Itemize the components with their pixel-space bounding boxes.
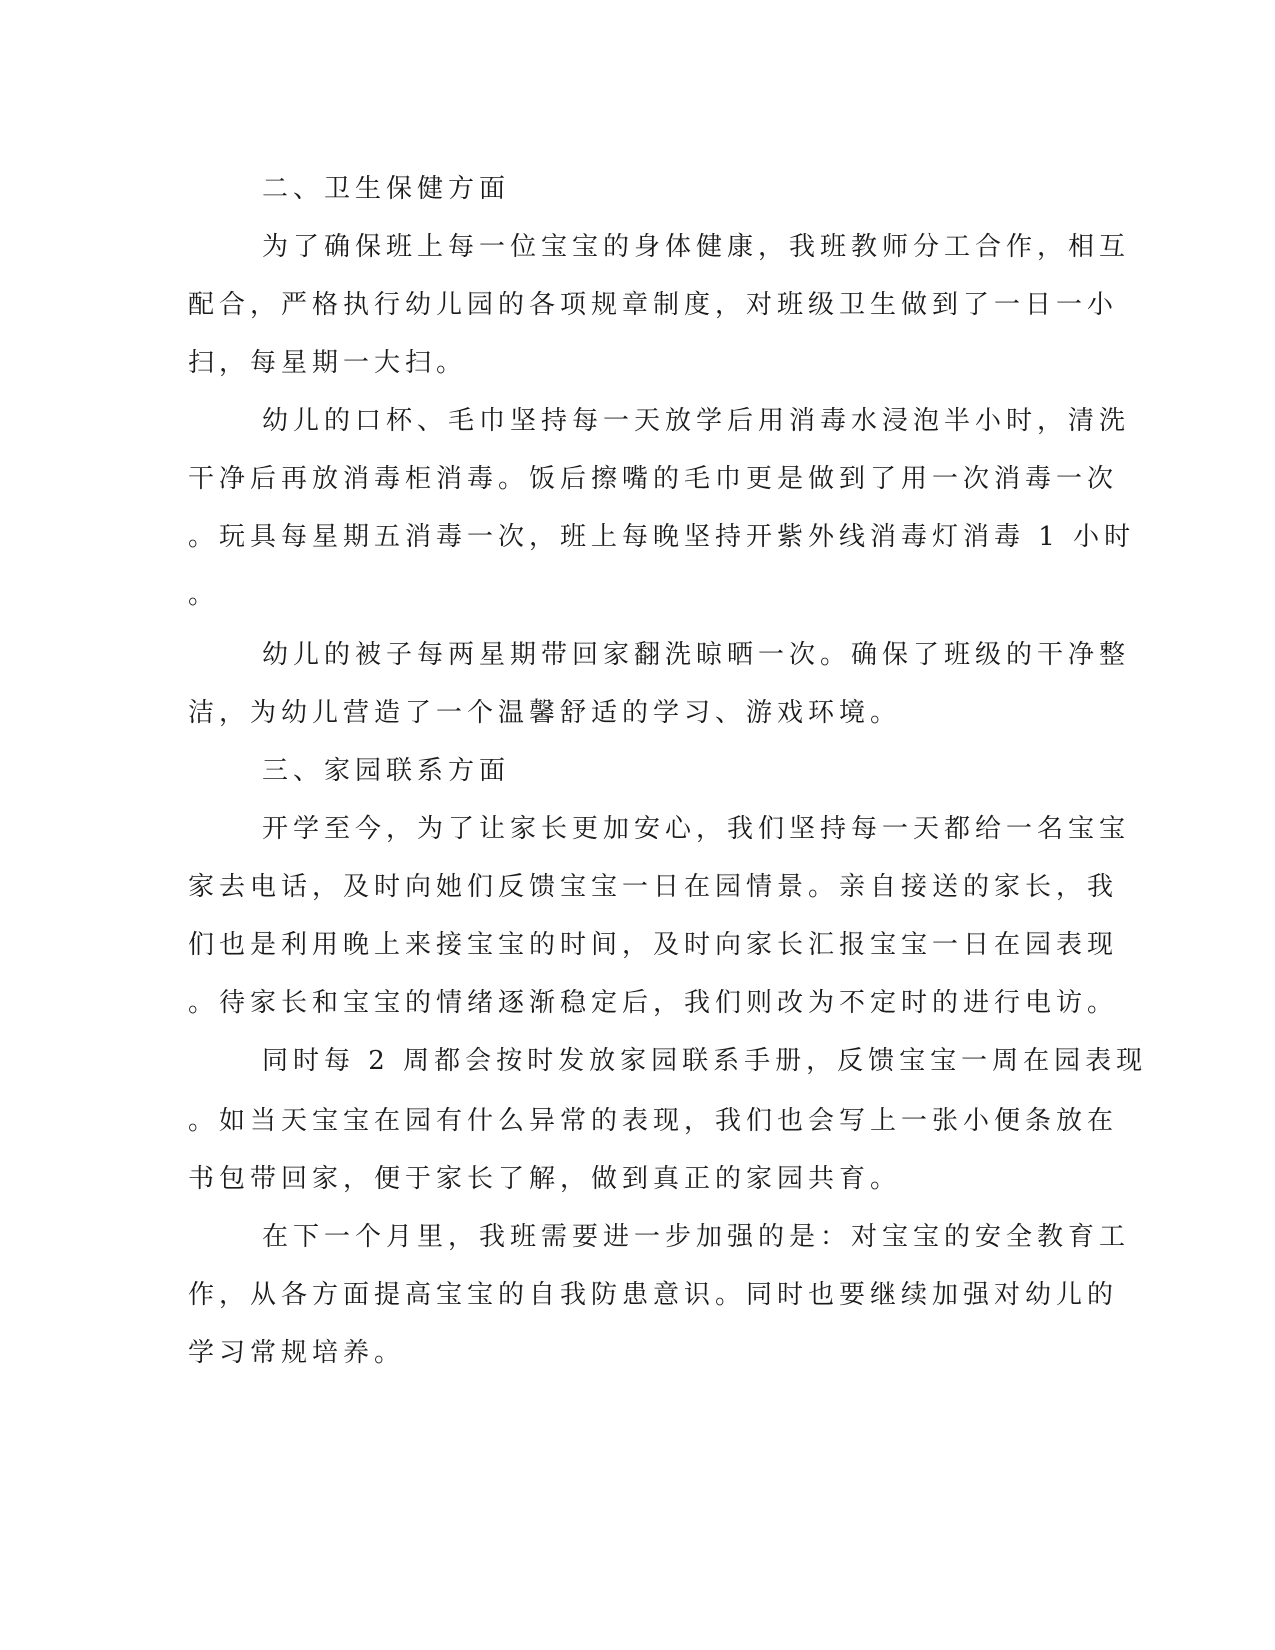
text-line: 开学至今，为了让家长更加安心，我们坚持每一天都给一名宝宝 <box>262 814 1131 844</box>
text-line: 书包带回家，便于家长了解，做到真正的家园共育。 <box>188 1164 902 1194</box>
text-line: 洁，为幼儿营造了一个温馨舒适的学习、游戏环境。 <box>188 698 902 728</box>
text-line: 同时每 2 周都会按时发放家园联系手册，反馈宝宝一周在园表现 <box>262 1046 1148 1076</box>
text-line: 。 <box>188 580 220 610</box>
text-line: 幼儿的口杯、毛巾坚持每一天放学后用消毒水浸泡半小时，清洗 <box>262 406 1131 436</box>
text-line: 为了确保班上每一位宝宝的身体健康，我班教师分工合作，相互 <box>262 232 1131 262</box>
text-line: 学习常规培养。 <box>188 1338 406 1368</box>
text-line: 。待家长和宝宝的情绪逐渐稳定后，我们则改为不定时的进行电访。 <box>188 988 1119 1018</box>
text-line: 幼儿的被子每两星期带回家翻洗晾晒一次。确保了班级的干净整 <box>262 640 1131 670</box>
section-heading-home-school: 三、家园联系方面 <box>262 756 511 786</box>
section-heading-hygiene: 二、卫生保健方面 <box>262 174 511 204</box>
text-line: 家去电话，及时向她们反馈宝宝一日在园情景。亲自接送的家长，我 <box>188 872 1119 902</box>
text-line: 们也是利用晚上来接宝宝的时间，及时向家长汇报宝宝一日在园表现 <box>188 930 1119 960</box>
text-line: 干净后再放消毒柜消毒。饭后擦嘴的毛巾更是做到了用一次消毒一次 <box>188 464 1119 494</box>
text-line: 。如当天宝宝在园有什么异常的表现，我们也会写上一张小便条放在 <box>188 1106 1119 1136</box>
text-line: 作，从各方面提高宝宝的自我防患意识。同时也要继续加强对幼儿的 <box>188 1280 1119 1310</box>
text-line: 。玩具每星期五消毒一次，班上每晚坚持开紫外线消毒灯消毒 1 小时 <box>188 522 1136 552</box>
text-line: 在下一个月里，我班需要进一步加强的是：对宝宝的安全教育工 <box>262 1222 1131 1252</box>
text-line: 扫，每星期一大扫。 <box>188 348 468 378</box>
text-line: 配合，严格执行幼儿园的各项规章制度，对班级卫生做到了一日一小 <box>188 290 1119 320</box>
